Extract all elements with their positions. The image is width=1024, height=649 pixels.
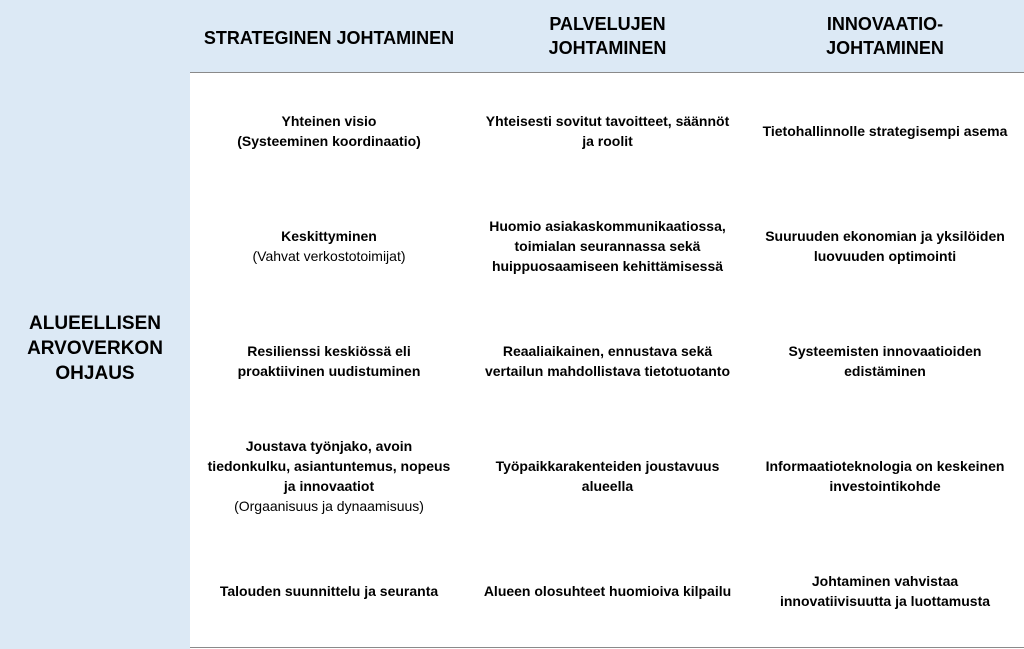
- cell-strategic-1: [196, 76, 462, 186]
- cell-strategic-4-note: (Orgaanisuus ja dynaamisuus): [234, 498, 424, 514]
- cell-services-5: [470, 536, 745, 646]
- cell-strategic-2-note: (Vahvat verkostotoimijat): [252, 248, 406, 264]
- cell-strategic-5-bold: Talouden suunnittelu ja seuranta: [219, 583, 439, 599]
- cell-strategic-4-bold: Joustava työnjako, avoin tiedonkulku, asiantuntemus, nopeus ja innovaatiot: [207, 438, 451, 494]
- cell-strategic-1-bold: Yhteinen visio (Systeeminen koordinaatio): [237, 113, 421, 149]
- side-panel: [0, 0, 190, 649]
- header-services: PALVELUJEN JOHTAMINEN: [548, 14, 667, 58]
- cell-innovation-1-text: Tietohallinnolle strategisempi asema: [762, 123, 1008, 139]
- cell-innovation-3: [749, 306, 1021, 416]
- bottom-divider: [190, 647, 1024, 648]
- cell-innovation-4-text: Informaatioteknologia on keskeinen investointikohde: [765, 458, 1005, 494]
- cell-strategic-5: [196, 536, 462, 646]
- cell-services-3-text: Reaaliaikainen, ennustava sekä vertailun mahdollistava tietotuotanto: [484, 343, 731, 379]
- cell-services-1: [470, 76, 745, 186]
- header-strategic: STRATEGINEN JOHTAMINEN: [203, 28, 455, 48]
- cell-innovation-5: [749, 536, 1021, 646]
- cell-strategic-2-bold: Keskittyminen: [281, 228, 377, 244]
- cell-innovation-3-text: Systeemisten innovaatioiden edistäminen: [788, 343, 982, 379]
- cell-services-4: [470, 421, 745, 531]
- cell-innovation-2: [749, 191, 1021, 301]
- cell-services-4-text: Työpaikkarakenteiden joustavuus alueella: [495, 458, 720, 494]
- cell-services-5-text: Alueen olosuhteet huomioiva kilpailu: [483, 583, 732, 599]
- cell-strategic-4: [196, 421, 462, 531]
- cell-strategic-3: [196, 306, 462, 416]
- cell-strategic-3-bold: Resilienssi keskiössä eli proaktiivinen uudistuminen: [237, 343, 421, 379]
- cell-innovation-4: [749, 421, 1021, 531]
- cell-services-3: [470, 306, 745, 416]
- cell-innovation-2-text: Suuruuden ekonomian ja yksilöiden luovuuden optimointi: [765, 228, 1005, 264]
- cell-strategic-2: [196, 191, 462, 301]
- cell-innovation-5-text: Johtaminen vahvistaa innovatiivisuutta ja luottamusta: [779, 573, 991, 609]
- header-innovation: INNOVAATIO- JOHTAMINEN: [826, 14, 944, 58]
- side-label: ALUEELLISEN ARVOVERKON OHJAUS: [27, 313, 163, 384]
- cell-services-2: [470, 191, 745, 301]
- cell-innovation-1: [749, 76, 1021, 186]
- cell-services-1-text: Yhteisesti sovitut tavoitteet, säännöt ja roolit: [485, 113, 730, 149]
- cell-services-2-text: Huomio asiakaskommunikaatiossa, toimialan seurannassa sekä huippuosaamiseen kehittämisessä: [489, 218, 726, 274]
